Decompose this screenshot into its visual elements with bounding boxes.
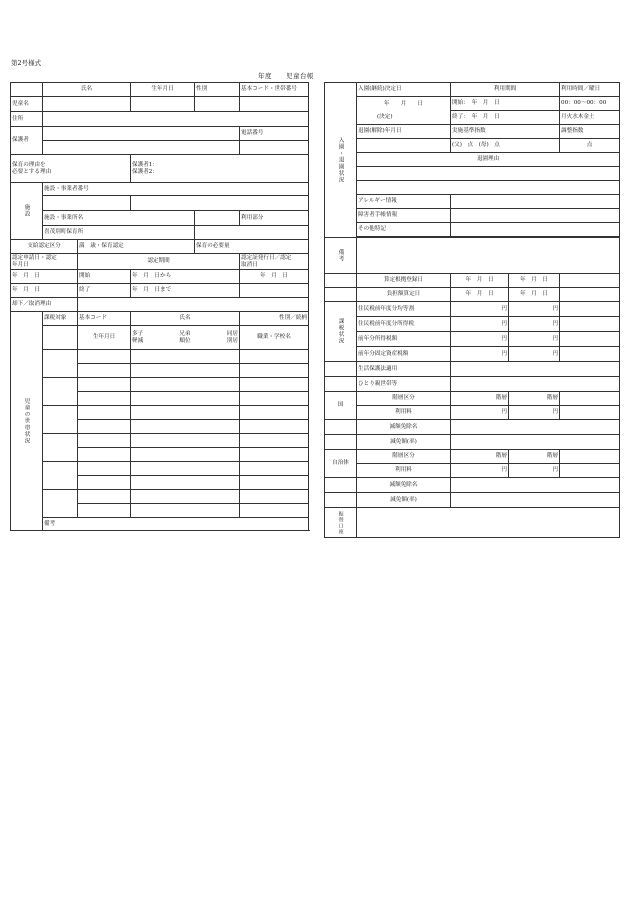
reason-label-line2: 必要とする理由 <box>12 168 52 175</box>
issue-date-field-2[interactable] <box>240 284 309 298</box>
disability-field[interactable] <box>451 209 620 223</box>
prev-income-field-1[interactable]: 円 <box>451 332 509 347</box>
apply-date-field-2[interactable]: 年 月 日 <box>11 284 78 298</box>
nursery-field[interactable] <box>195 226 309 240</box>
hh-row-cell[interactable] <box>78 378 131 392</box>
hh-row-tax[interactable] <box>43 350 78 378</box>
header-birthdate: 生年月日 <box>131 83 195 97</box>
calc-date-label: 算定根拠登録日 <box>357 274 451 288</box>
national-fee-field-1[interactable]: 円 <box>451 406 509 420</box>
child-birth-field[interactable] <box>131 97 195 112</box>
hh-row-tax[interactable] <box>43 462 78 490</box>
local-exempt-rate-label: 減免額(率) <box>357 493 451 508</box>
hh-row-cell[interactable] <box>78 434 131 448</box>
cert-end-field[interactable]: 年 月 日まで <box>131 284 240 298</box>
hh-row-cell[interactable] <box>78 504 131 518</box>
hh-row-cell[interactable] <box>78 420 131 434</box>
address-field[interactable] <box>43 112 309 127</box>
res-tax-eq-field-1[interactable]: 円 <box>451 302 509 317</box>
single-parent-label: ひとり親世帯等 <box>357 377 451 392</box>
allergy-field[interactable] <box>451 195 620 209</box>
hh-row-cell[interactable] <box>131 462 240 476</box>
adj-index-label: 調整指数 <box>560 125 620 139</box>
phone-label: 電話番号 <box>240 127 309 141</box>
form-id: 第2号様式 <box>11 59 42 67</box>
support-class-label: 支給認定区分 <box>11 240 78 254</box>
local-tier-field-1[interactable]: 階層 <box>451 450 509 464</box>
entry-date-label: 入園(継続)決定日 <box>357 83 451 97</box>
usage-dept-label: 利用部分 <box>240 211 309 226</box>
res-tax-eq-label: 住民税前年度分均等割 <box>357 302 451 317</box>
hh-row-cell[interactable] <box>240 490 309 504</box>
exit-reason-field[interactable] <box>357 167 620 181</box>
remarks-label: 備考 <box>43 518 309 531</box>
base-index-label: 基準指数 <box>463 128 486 135</box>
right-remarks-label: 備考 <box>325 238 357 274</box>
burden-date-field-1[interactable]: 年 月 日 <box>451 288 509 302</box>
hh-row-cell[interactable] <box>78 490 131 504</box>
decided-label: (決定) <box>357 111 451 125</box>
hh-birth-label: 生年月日 <box>78 326 131 350</box>
reject-reason-label: 却下／取消理由 <box>11 298 78 312</box>
local-fee-field-2[interactable]: 円 <box>509 464 560 478</box>
job-school-label: 職業・学校名 <box>240 326 309 350</box>
national-exempt-rate-label: 減免額(率) <box>357 435 451 450</box>
guardian-field-2[interactable] <box>43 141 240 155</box>
need-amount-label: 保育の必要量 <box>195 240 309 254</box>
hh-row-tax[interactable] <box>43 406 78 434</box>
hh-row-tax[interactable] <box>43 378 78 406</box>
base-index-prefix: 実施 <box>452 128 464 135</box>
address-label: 住所 <box>11 112 43 127</box>
hh-row-cell[interactable] <box>78 364 131 378</box>
entry-date-field[interactable]: 年 月 日 <box>357 97 451 111</box>
header-sex: 性別 <box>195 83 240 97</box>
age-cert[interactable]: 満 歳・保育認定 <box>78 240 195 254</box>
hh-row-cell[interactable] <box>240 504 309 518</box>
multi-child-line1: 多子 <box>132 331 144 338</box>
child-name-label: 児童名 <box>11 97 43 112</box>
guardian-field-1[interactable] <box>43 127 240 141</box>
hh-row-cell[interactable] <box>131 406 240 420</box>
prev-income-field-2[interactable]: 円 <box>509 332 560 347</box>
issue-date-field[interactable]: 年 月 日 <box>240 270 309 284</box>
local-fee-label: 利用料 <box>357 464 451 478</box>
local-exempt-rate-field[interactable] <box>451 493 620 508</box>
hh-row-cell[interactable] <box>131 364 240 378</box>
child-register-left-table <box>10 82 309 531</box>
hh-row-cell[interactable] <box>78 350 131 364</box>
apply-date-field[interactable]: 年 月 日 <box>11 270 78 284</box>
entry-exit-label: 入園・退園状況 <box>325 83 357 238</box>
national-fee-label: 利用料 <box>357 406 451 420</box>
tax-status-label: 課税状況 <box>325 302 357 362</box>
apply-date-line1: 認定申請日・認定 <box>12 255 57 262</box>
hh-row-cell[interactable] <box>131 434 240 448</box>
child-register-right-table <box>324 82 620 538</box>
hh-row-cell[interactable] <box>78 392 131 406</box>
header-name: 氏名 <box>43 83 131 97</box>
other-notes-label: その他特記 <box>357 223 451 237</box>
use-end-field[interactable]: 終了： 年 月 日 <box>451 111 560 125</box>
hh-row-cell[interactable] <box>78 476 131 490</box>
reason-guardian2[interactable]: 保護者2： <box>132 168 158 175</box>
sibling-line1: 兄弟 <box>179 331 191 338</box>
local-exempt-label: 減額免除名 <box>357 478 451 493</box>
reject-reason-field[interactable] <box>78 298 309 312</box>
exit-reason-label: 退園理由 <box>357 153 620 167</box>
welfare-field[interactable] <box>451 362 620 377</box>
reason-label-line1: 保育の理由を <box>12 162 46 169</box>
phone-field[interactable] <box>240 141 309 155</box>
hh-row-cell[interactable] <box>131 490 240 504</box>
reason-guardian1[interactable]: 保護者1： <box>132 162 158 169</box>
hh-row-cell[interactable] <box>240 392 309 406</box>
burden-date-field-2[interactable]: 年 月 日 <box>509 288 560 302</box>
facility-label: 施設 <box>11 183 43 240</box>
right-remarks-field[interactable] <box>357 238 620 274</box>
cert-period-label: 認定期間 <box>78 254 240 270</box>
res-tax-inc-label: 住民税前年度分所得税 <box>357 317 451 332</box>
national-exempt-field[interactable] <box>451 420 620 435</box>
child-sex-field[interactable] <box>195 97 240 112</box>
guardian-label: 保護者 <box>11 127 43 155</box>
transfer-account-field[interactable] <box>357 508 620 538</box>
hh-row-cell[interactable] <box>131 350 240 364</box>
child-name-field[interactable] <box>43 97 131 112</box>
issue-date-line2: 取消日 <box>241 261 258 268</box>
facility-name-field[interactable] <box>195 211 240 226</box>
other-notes-field[interactable] <box>451 223 620 237</box>
exit-date-label: 退園(解除)年月日 <box>357 125 451 139</box>
national-fee-field-2[interactable]: 円 <box>509 406 560 420</box>
national-tier-field-2[interactable]: 階層 <box>509 392 560 406</box>
res-tax-inc-field-1[interactable]: 円 <box>451 317 509 332</box>
base-points-field[interactable]: (父) 点 (母) 点 <box>451 139 560 153</box>
hh-row-cell[interactable] <box>131 392 240 406</box>
sex-rel-label: 性別／続柄 <box>240 312 309 326</box>
national-exempt-rate-field[interactable] <box>451 435 620 450</box>
hh-row-tax[interactable] <box>43 434 78 462</box>
welfare-label: 生活保護法適用 <box>357 362 451 377</box>
disability-label: 障害者手帳情報 <box>357 209 451 223</box>
nursery-name: 喜茂別町保育所 <box>43 226 195 240</box>
multi-child-line2: 軽減 <box>132 337 144 344</box>
hh-row-cell[interactable] <box>131 504 240 518</box>
facility-number-label: 施設・事業者番号 <box>43 183 309 196</box>
prev-fixed-field-2[interactable]: 円 <box>509 347 560 362</box>
prev-income-label: 前年分所得税額 <box>357 332 451 347</box>
hh-row-cell[interactable] <box>240 476 309 490</box>
adj-points-field[interactable]: 点 <box>560 139 620 153</box>
calc-date-field-1[interactable]: 年 月 日 <box>451 274 509 288</box>
single-parent-field[interactable] <box>451 377 620 392</box>
hh-row-cell[interactable] <box>240 420 309 434</box>
cohab-line2: 別居 <box>226 337 238 344</box>
hh-row-cell[interactable] <box>240 378 309 392</box>
hh-row-cell[interactable] <box>78 462 131 476</box>
allergy-label: アレルギー情報 <box>357 195 451 209</box>
issue-date-line1: 認定証発行日／認定 <box>241 255 292 262</box>
transfer-account-label: 振替口座 <box>325 508 357 538</box>
hh-row-cell[interactable] <box>131 476 240 490</box>
national-tier-field-1[interactable]: 階層 <box>451 392 509 406</box>
hh-row-cell[interactable] <box>240 434 309 448</box>
burden-date-label: 負担額算定日 <box>357 288 451 302</box>
sibling-line2: 順位 <box>179 337 191 344</box>
local-fee-field-1[interactable]: 円 <box>451 464 509 478</box>
use-period-label: 利用期間 <box>451 83 560 97</box>
hh-row-cell[interactable] <box>240 350 309 364</box>
prev-fixed-label: 前年分固定資産税額 <box>357 347 451 362</box>
national-label: 国 <box>325 392 357 420</box>
cert-start-label: 開始 <box>78 270 131 284</box>
exit-date-field[interactable] <box>357 139 451 153</box>
use-time-label: 利用時間／曜日 <box>560 83 620 97</box>
apply-date-line2: 年月日 <box>12 261 29 268</box>
calc-date-field-2[interactable]: 年 月 日 <box>509 274 560 288</box>
national-exempt-label: 減額免除名 <box>357 420 451 435</box>
use-start-field[interactable]: 開始： 年 月 日 <box>451 97 560 111</box>
res-tax-inc-field-2[interactable]: 円 <box>509 317 560 332</box>
header-basic-code: 基本コード・世帯番号 <box>240 83 309 97</box>
hh-row-cell[interactable] <box>78 448 131 462</box>
local-tier-label: 階層区分 <box>357 450 451 464</box>
facility-name-label: 施設・事業所名 <box>43 211 195 226</box>
facility-number-field-2[interactable] <box>131 196 309 211</box>
cohab-line1: 同居 <box>226 331 238 338</box>
page-title: 年度 児童台帳 <box>258 72 314 80</box>
prev-fixed-field-1[interactable]: 円 <box>451 347 509 362</box>
weekdays-field[interactable]: 月火水木金土 <box>560 111 620 125</box>
cert-start-field[interactable]: 年 月 日から <box>131 270 240 284</box>
child-household-label: 児童の世帯状況 <box>11 312 43 531</box>
cert-end-label: 終了 <box>78 284 131 298</box>
use-time-field[interactable]: 00：00～00：00 <box>560 97 620 111</box>
hh-row-cell[interactable] <box>240 462 309 476</box>
national-tier-label: 階層区分 <box>357 392 451 406</box>
res-tax-eq-field-2[interactable]: 円 <box>509 302 560 317</box>
hh-row-cell[interactable] <box>78 406 131 420</box>
hh-row-cell[interactable] <box>240 364 309 378</box>
local-tier-field-2[interactable]: 階層 <box>509 450 560 464</box>
hh-row-tax[interactable] <box>43 490 78 518</box>
hh-row-cell[interactable] <box>131 420 240 434</box>
hh-row-cell[interactable] <box>131 448 240 462</box>
tax-target-label: 課税対象 <box>43 312 78 326</box>
facility-number-field[interactable] <box>43 196 131 211</box>
local-label: 自治体 <box>325 450 357 478</box>
exit-reason-field-2[interactable] <box>357 181 620 195</box>
hh-row-cell[interactable] <box>240 448 309 462</box>
hh-name-label: 氏名 <box>131 312 240 326</box>
hh-row-cell[interactable] <box>240 406 309 420</box>
basic-code-label: 基本コード <box>78 312 131 326</box>
local-exempt-field[interactable] <box>451 478 620 493</box>
hh-row-cell[interactable] <box>131 378 240 392</box>
child-code-field[interactable] <box>240 97 309 112</box>
